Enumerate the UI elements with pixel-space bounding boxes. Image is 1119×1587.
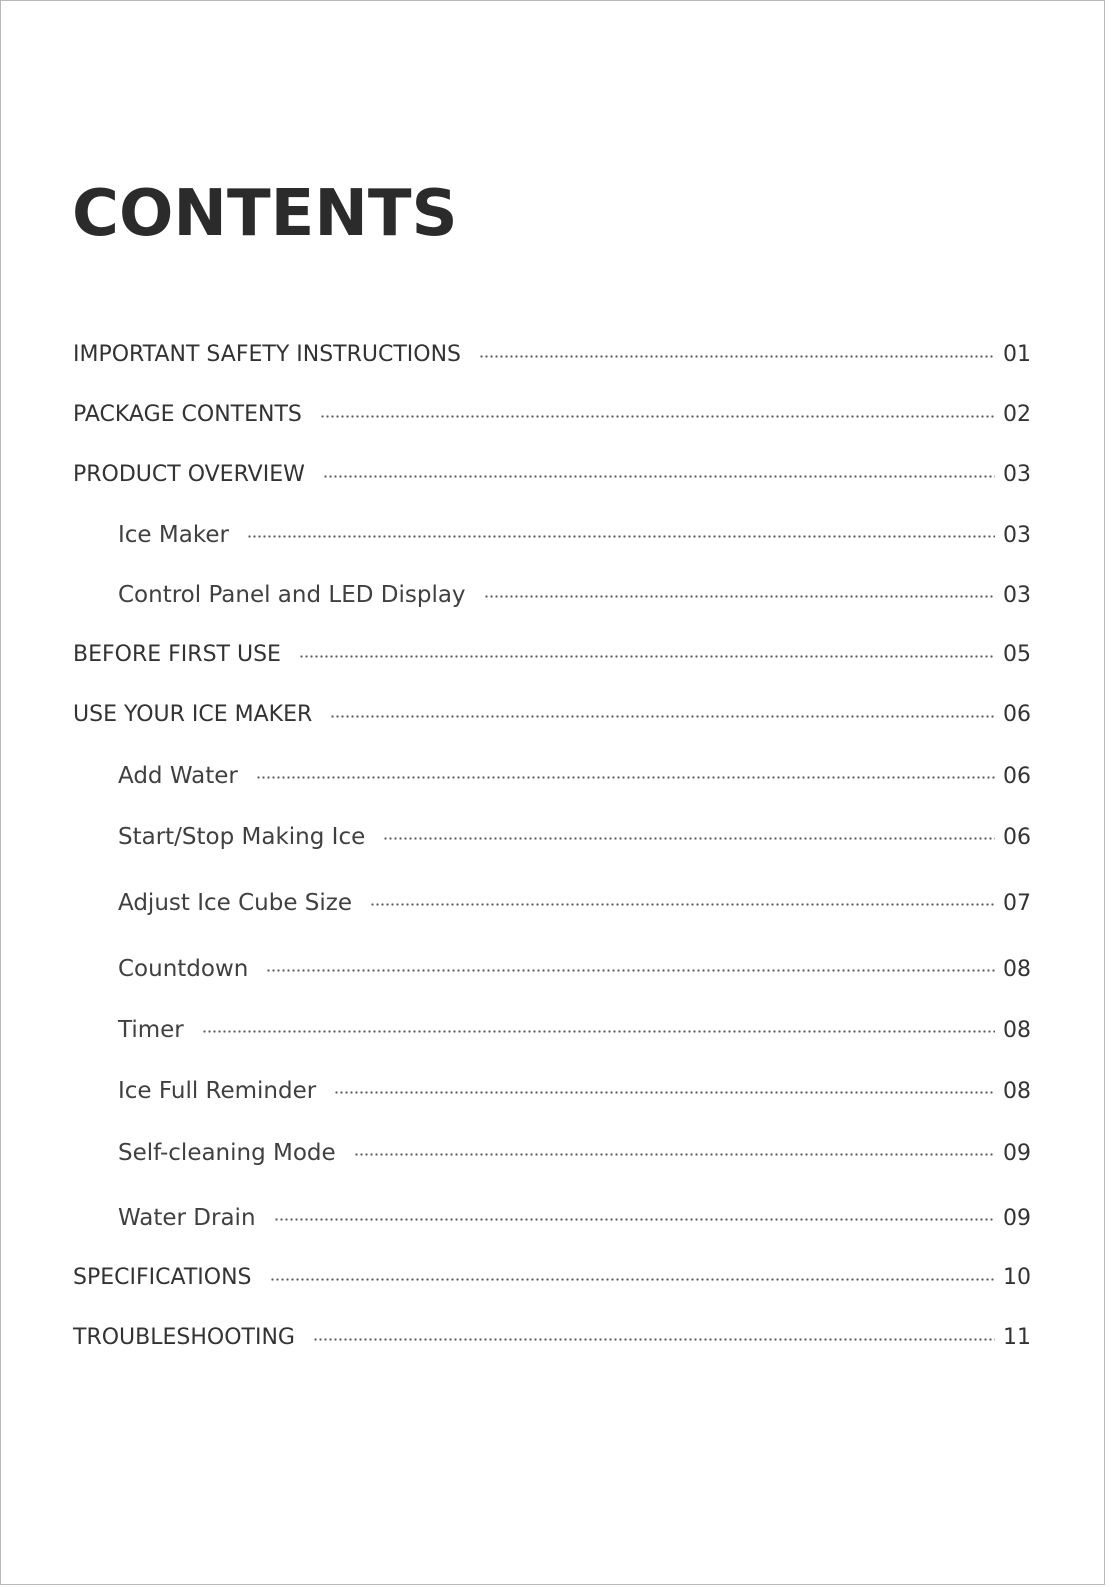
toc-entry-label: BEFORE FIRST USE — [73, 642, 281, 667]
toc-entry-label: IMPORTANT SAFETY INSTRUCTIONS — [73, 342, 462, 367]
toc-page-number: 09 — [1003, 1206, 1031, 1231]
toc-page-number: 05 — [1003, 642, 1031, 667]
toc-page-number: 06 — [1003, 825, 1031, 850]
toc-entry-label: Add Water — [118, 763, 238, 789]
toc-page-number: 06 — [1003, 764, 1031, 789]
dot-leader — [323, 475, 995, 478]
toc-entry-label: Ice Full Reminder — [118, 1078, 317, 1104]
toc-entry-label: Water Drain — [118, 1205, 256, 1231]
dot-leader — [334, 1091, 995, 1094]
toc-entry-control-panel[interactable] — [118, 579, 1031, 611]
dot-leader — [370, 903, 995, 906]
dot-leader — [484, 595, 995, 598]
toc-entry-label: TROUBLESHOOTING — [73, 1325, 295, 1350]
dot-leader — [299, 655, 995, 658]
dot-leader — [320, 415, 995, 418]
toc-page-number: 08 — [1003, 1018, 1031, 1043]
dot-leader — [383, 837, 995, 840]
toc-page-number: 06 — [1003, 702, 1031, 727]
dot-leader — [202, 1030, 995, 1033]
toc-page-number: 08 — [1003, 957, 1031, 982]
toc-entry-label: Self-cleaning Mode — [118, 1140, 336, 1166]
toc-entry-label: Ice Maker — [118, 522, 229, 548]
toc-page-number: 11 — [1003, 1325, 1031, 1350]
toc-entry-label: Control Panel and LED Display — [118, 582, 466, 608]
dot-leader — [256, 776, 995, 779]
toc-entry-before-first-use[interactable] — [73, 639, 1031, 671]
toc-page-number: 09 — [1003, 1141, 1031, 1166]
toc-entry-product-overview[interactable] — [73, 459, 1031, 491]
toc-entry-adjust-ice-cube-size[interactable] — [118, 887, 1031, 919]
toc-page-number: 03 — [1003, 523, 1031, 548]
toc-entry-label: Start/Stop Making Ice — [118, 824, 366, 850]
toc-entry-use-your-ice-maker[interactable] — [73, 699, 1031, 731]
toc-entry-add-water[interactable] — [118, 760, 1031, 792]
toc-entry-self-cleaning-mode[interactable] — [118, 1137, 1031, 1169]
toc-entry-label: SPECIFICATIONS — [73, 1265, 252, 1290]
toc-entry-start-stop[interactable] — [118, 821, 1031, 853]
toc-page-number: 07 — [1003, 891, 1031, 916]
toc-entry-countdown[interactable] — [118, 953, 1031, 985]
toc-entry-safety-instructions[interactable] — [73, 339, 1031, 371]
toc-entry-timer[interactable] — [118, 1014, 1031, 1046]
toc-entry-specifications[interactable] — [73, 1262, 1031, 1294]
toc-page-number: 03 — [1003, 462, 1031, 487]
toc-entry-troubleshooting[interactable] — [73, 1322, 1031, 1354]
toc-entry-label: Adjust Ice Cube Size — [118, 890, 353, 916]
dot-leader — [266, 969, 995, 972]
toc-page-number: 08 — [1003, 1079, 1031, 1104]
toc-page-number: 10 — [1003, 1265, 1031, 1290]
toc-page-number: 03 — [1003, 583, 1031, 608]
dot-leader — [313, 1338, 995, 1341]
dot-leader — [270, 1278, 996, 1281]
dot-leader — [330, 715, 995, 718]
toc-page-number: 02 — [1003, 402, 1031, 427]
toc-page-number: 01 — [1003, 342, 1031, 367]
toc-entry-label: PACKAGE CONTENTS — [73, 402, 302, 427]
dot-leader — [274, 1218, 995, 1221]
toc-entry-package-contents[interactable] — [73, 399, 1031, 431]
page-title: CONTENTS — [72, 177, 458, 251]
toc-entry-label: PRODUCT OVERVIEW — [73, 462, 305, 487]
dot-leader — [479, 355, 995, 358]
dot-leader — [354, 1153, 995, 1156]
toc-entry-ice-maker[interactable] — [118, 519, 1031, 551]
dot-leader — [247, 535, 995, 538]
toc-entry-label: USE YOUR ICE MAKER — [73, 702, 313, 727]
toc-entry-water-drain[interactable] — [118, 1202, 1031, 1234]
toc-entry-label: Countdown — [118, 956, 249, 982]
toc-entry-ice-full-reminder[interactable] — [118, 1075, 1031, 1107]
toc-entry-label: Timer — [118, 1017, 184, 1043]
